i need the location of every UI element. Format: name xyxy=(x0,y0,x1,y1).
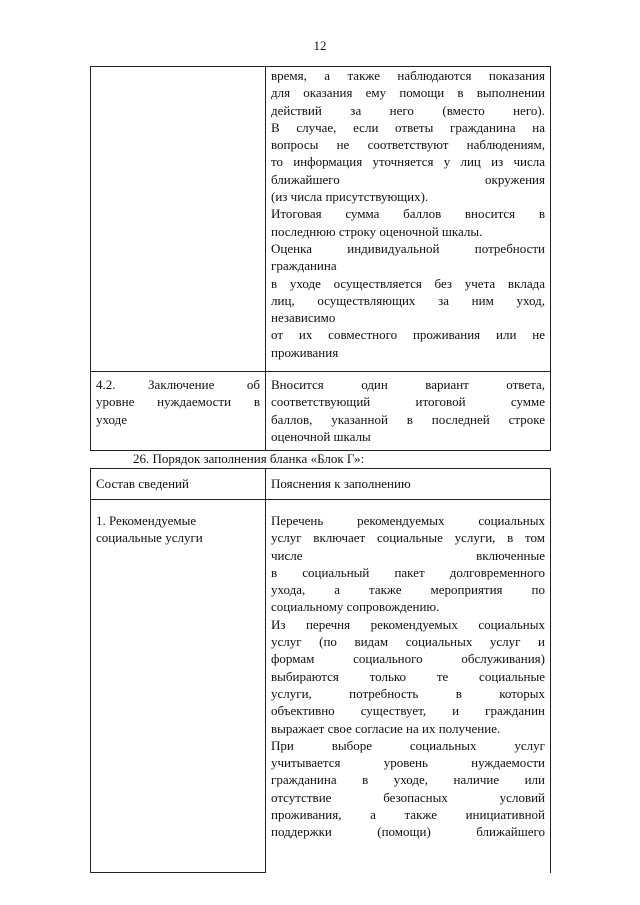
text-line: уровне нуждаемости в xyxy=(96,394,260,410)
text-line: услуги, потребность в которых xyxy=(271,685,545,701)
text-line: отсутствие безопасных условий xyxy=(271,789,545,805)
text-line: услуг включает социальные услуги, в том xyxy=(271,530,545,546)
text-line: числе включенные xyxy=(271,547,545,563)
text-line: поддержки (помощи) ближайшего xyxy=(271,824,545,840)
text-line: выражает свое согласие на их получение. xyxy=(271,720,501,736)
text-line: вопросы не соответствуют наблюдениям, xyxy=(271,137,545,153)
text-line: Перечень рекомендуемых социальных xyxy=(271,513,545,528)
header-cell: Состав сведений xyxy=(91,469,266,500)
text-line: объективно существует, и гражданин xyxy=(271,703,545,719)
text-line: лиц, осуществляющих за ним уход, xyxy=(271,292,545,308)
table-header-row xyxy=(91,469,551,500)
text-line: время, а также наблюдаются показания xyxy=(271,68,545,83)
text-line: Из перечня рекомендуемых социальных xyxy=(271,616,545,632)
text-line: ухода, а также мероприятия по xyxy=(271,582,545,598)
explanation-cell xyxy=(266,67,551,372)
text-line: оценочной шкалы xyxy=(271,428,371,444)
text-line: ближайшего окружения xyxy=(271,171,545,187)
text-line: последнюю строку оценочной шкалы. xyxy=(271,223,483,239)
field-cell xyxy=(91,500,266,873)
text-line: выбираются только те социальные xyxy=(271,668,545,684)
page-number: 12 xyxy=(313,38,327,53)
block-g-table xyxy=(90,468,551,873)
text-line: В случае, если ответы гражданина на xyxy=(271,119,545,135)
text-line: действий за него (вместо него). xyxy=(271,102,545,118)
text-line: уходе xyxy=(96,411,128,427)
section-heading: 26. Порядок заполнения бланка «Блок Г»: xyxy=(133,451,365,466)
field-cell xyxy=(91,372,266,451)
text-line: для оказания ему помощи в выполнении xyxy=(271,85,545,101)
text-line: социальные услуги xyxy=(96,530,203,546)
text-line: в уходе осуществляется без учета вклада xyxy=(271,275,545,291)
text-line: баллов, указанной в последней строке xyxy=(271,411,545,427)
text-line: независимо xyxy=(271,310,336,326)
text-line: гражданина xyxy=(271,258,337,274)
text-line: формам социального обслуживания) xyxy=(271,651,545,667)
text-line: услуг (по видам социальных услуг и xyxy=(271,634,545,650)
text-line: в социальный пакет долговременного xyxy=(271,564,545,580)
text-line: 4.2. Заключение об xyxy=(96,377,260,392)
text-line: проживания xyxy=(271,344,339,360)
text-line: (из числа присутствующих). xyxy=(271,189,429,205)
text-line: При выборе социальных услуг xyxy=(271,737,545,753)
field-cell xyxy=(91,67,266,372)
text-line: соответствующий итоговой сумме xyxy=(271,394,545,410)
header-cell: Пояснения к заполнению xyxy=(266,469,551,500)
text-line: учитывается уровень нуждаемости xyxy=(271,755,545,771)
table-row xyxy=(91,67,551,372)
table-row xyxy=(91,500,551,873)
text-line: гражданина в уходе, наличие или xyxy=(271,772,545,788)
table-row xyxy=(91,372,551,451)
text-line: Итоговая сумма баллов вносится в xyxy=(271,206,545,222)
text-line: то информация уточняется у лиц из числа xyxy=(271,154,545,170)
text-line: от их совместного проживания или не xyxy=(271,327,545,343)
text-line: Вносится один вариант ответа, xyxy=(271,377,545,392)
assessment-table-continued xyxy=(90,66,551,451)
text-line: Оценка индивидуальной потребности xyxy=(271,240,545,256)
text-line: проживания, а также инициативной xyxy=(271,807,545,823)
text-line: социальному сопровождению. xyxy=(271,599,440,615)
explanation-cell xyxy=(266,372,551,451)
explanation-cell xyxy=(266,500,551,873)
text-line: 1. Рекомендуемые xyxy=(96,513,197,528)
